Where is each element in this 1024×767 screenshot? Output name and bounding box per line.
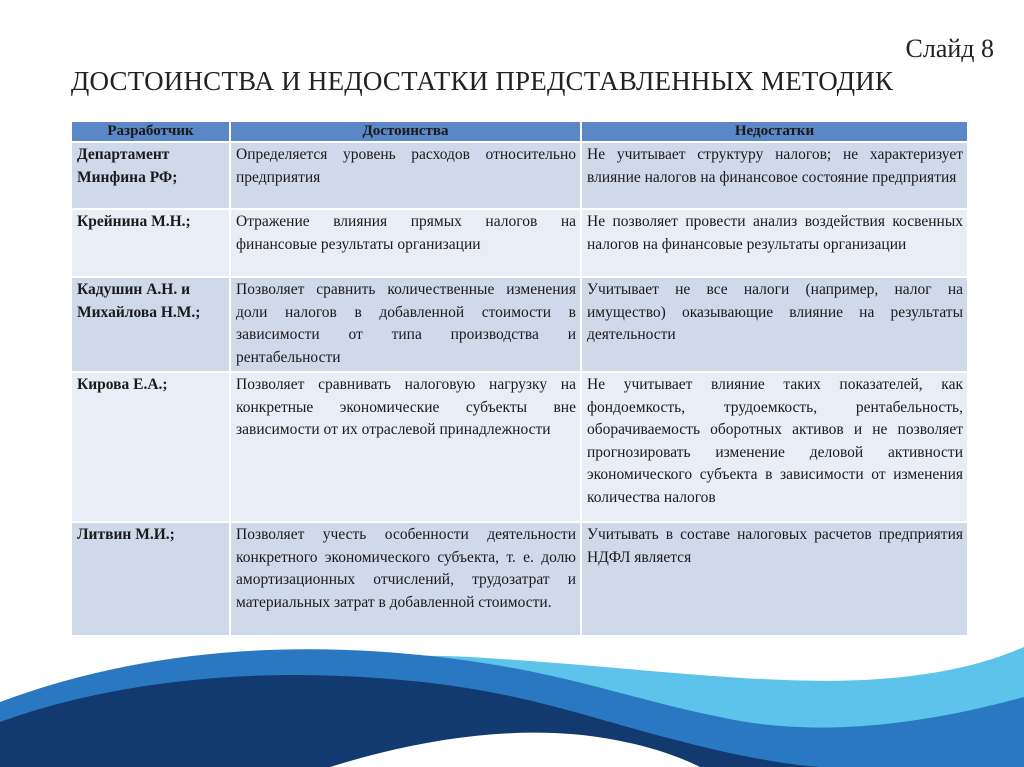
slide-number: Слайд 8: [905, 34, 994, 63]
advantages-cell: Позволяет учесть особенности деятельности конкретного экономического субъекта, т. е. долю амортизационных отчислений, трудозатрат и материальных затрат в добавленной стоимости.: [230, 522, 581, 636]
developer-cell: Департамент Минфина РФ;: [71, 142, 230, 209]
disadvantages-cell: Не учитывает влияние таких показателей, как фондоемкость, трудоемкость, рентабельность, оборачиваемость оборотных активов и не позволяет прогнозировать изменение деловой активности экономического субъекта в зависимости от изменения количества налогов: [581, 372, 968, 522]
table-row: [71, 277, 968, 372]
developer-cell: Крейнина М.Н.;: [71, 209, 230, 277]
developer-cell: Кирова Е.А.;: [71, 372, 230, 522]
header-advantages: Достоинства: [230, 121, 581, 142]
table-header-row: [71, 121, 968, 142]
advantages-cell: Отражение влияния прямых налогов на финансовые результаты организации: [230, 209, 581, 277]
slide-title: ДОСТОИНСТВА И НЕДОСТАТКИ ПРЕДСТАВЛЕННЫХ МЕТОДИК: [70, 66, 894, 96]
table-row: [71, 142, 968, 209]
header-developer: Разработчик: [71, 121, 230, 142]
disadvantages-cell: Учитывает не все налоги (например, налог на имущество) оказывающие влияние на результаты деятельности: [581, 277, 968, 372]
disadvantages-cell: Учитывать в составе налоговых расчетов предприятия НДФЛ является: [581, 522, 968, 636]
developer-cell: Кадушин А.Н. и Михайлова Н.М.;: [71, 277, 230, 372]
table-row: [71, 372, 968, 522]
disadvantages-cell: Не учитывает структуру налогов; не характеризует влияние налогов на финансовое состояние предприятия: [581, 142, 968, 209]
table-row: [71, 522, 968, 636]
disadvantages-cell: Не позволяет провести анализ воздействия косвенных налогов на финансовые результаты организации: [581, 209, 968, 277]
header-disadvantages: Недостатки: [581, 121, 968, 142]
decorative-waves: [0, 627, 1024, 767]
advantages-cell: Определяется уровень расходов относительно предприятия: [230, 142, 581, 209]
advantages-cell: Позволяет сравнивать налоговую нагрузку на конкретные экономические субъекты вне зависимости от их отраслевой принадлежности: [230, 372, 581, 522]
advantages-cell: Позволяет сравнить количественные изменения доли налогов в добавленной стоимости в зависимости от типа производства и рентабельности: [230, 277, 581, 372]
methods-comparison-table: [70, 120, 969, 637]
table-row: [71, 209, 968, 277]
developer-cell: Литвин М.И.;: [71, 522, 230, 636]
